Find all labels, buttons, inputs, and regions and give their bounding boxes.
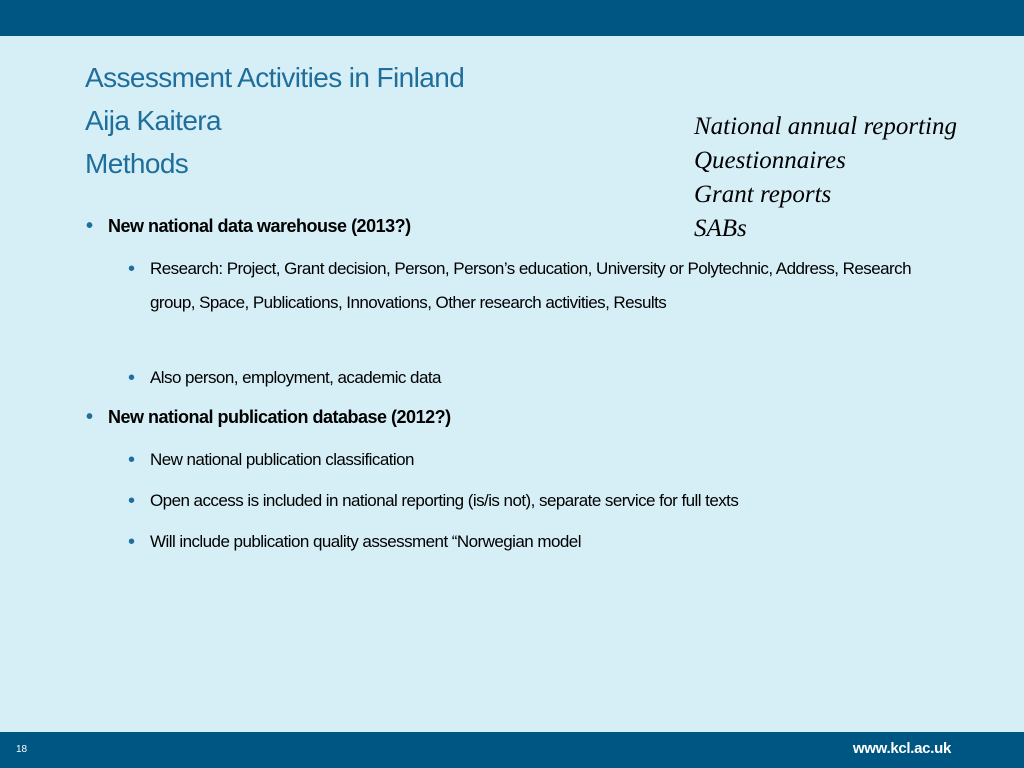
bullet-dot-icon: •: [128, 490, 135, 512]
bullet-dot-icon: •: [86, 406, 93, 428]
sub-bullet-person: [128, 361, 920, 395]
bullet-text: Will include publication quality assessment “Norwegian model: [150, 532, 581, 551]
bullet-text: Research: Project, Grant decision, Person, Person’s education, University or Polytechnic, Address, Research group, Space, Publications, Innovations, Other research activities, Results: [150, 259, 912, 312]
bullet-dot-icon: •: [128, 258, 135, 280]
title-line-1: Assessment Activities in Finland: [85, 62, 465, 93]
slide-number: 18: [16, 744, 28, 755]
bullet-text: New national data warehouse (2013?): [108, 216, 411, 236]
bullet-text: Open access is included in national reporting (is/is not), separate service for full texts: [150, 491, 739, 510]
methods-item: Questionnaires: [694, 147, 846, 174]
title-line-3: Methods: [85, 148, 189, 179]
bullet-dot-icon: •: [128, 449, 135, 471]
bullet-publication-database: [86, 406, 451, 428]
bullet-dot-icon: •: [86, 215, 93, 237]
bottom-bar: [0, 732, 1024, 768]
sub-bullet-research: [128, 252, 920, 320]
methods-list: [694, 110, 1014, 246]
top-bar: [0, 0, 1024, 36]
methods-item: Grant reports: [694, 181, 832, 208]
sub-bullet-classification: [128, 443, 920, 477]
bullet-text: New national publication database (2012?): [108, 407, 451, 427]
bullet-data-warehouse: [86, 215, 411, 237]
bullet-text: New national publication classification: [150, 450, 414, 469]
title-line-2: Aija Kaitera: [85, 105, 221, 136]
methods-item: SABs: [694, 215, 747, 242]
methods-item: National annual reporting: [694, 113, 957, 140]
sub-bullet-quality: [128, 525, 920, 559]
bullet-dot-icon: •: [128, 367, 135, 389]
bullet-text: Also person, employment, academic data: [150, 368, 441, 387]
slide-title: [85, 56, 645, 185]
bullet-dot-icon: •: [128, 531, 135, 553]
footer-url: www.kcl.ac.uk: [852, 740, 951, 757]
sub-bullet-open-access: [128, 484, 920, 518]
